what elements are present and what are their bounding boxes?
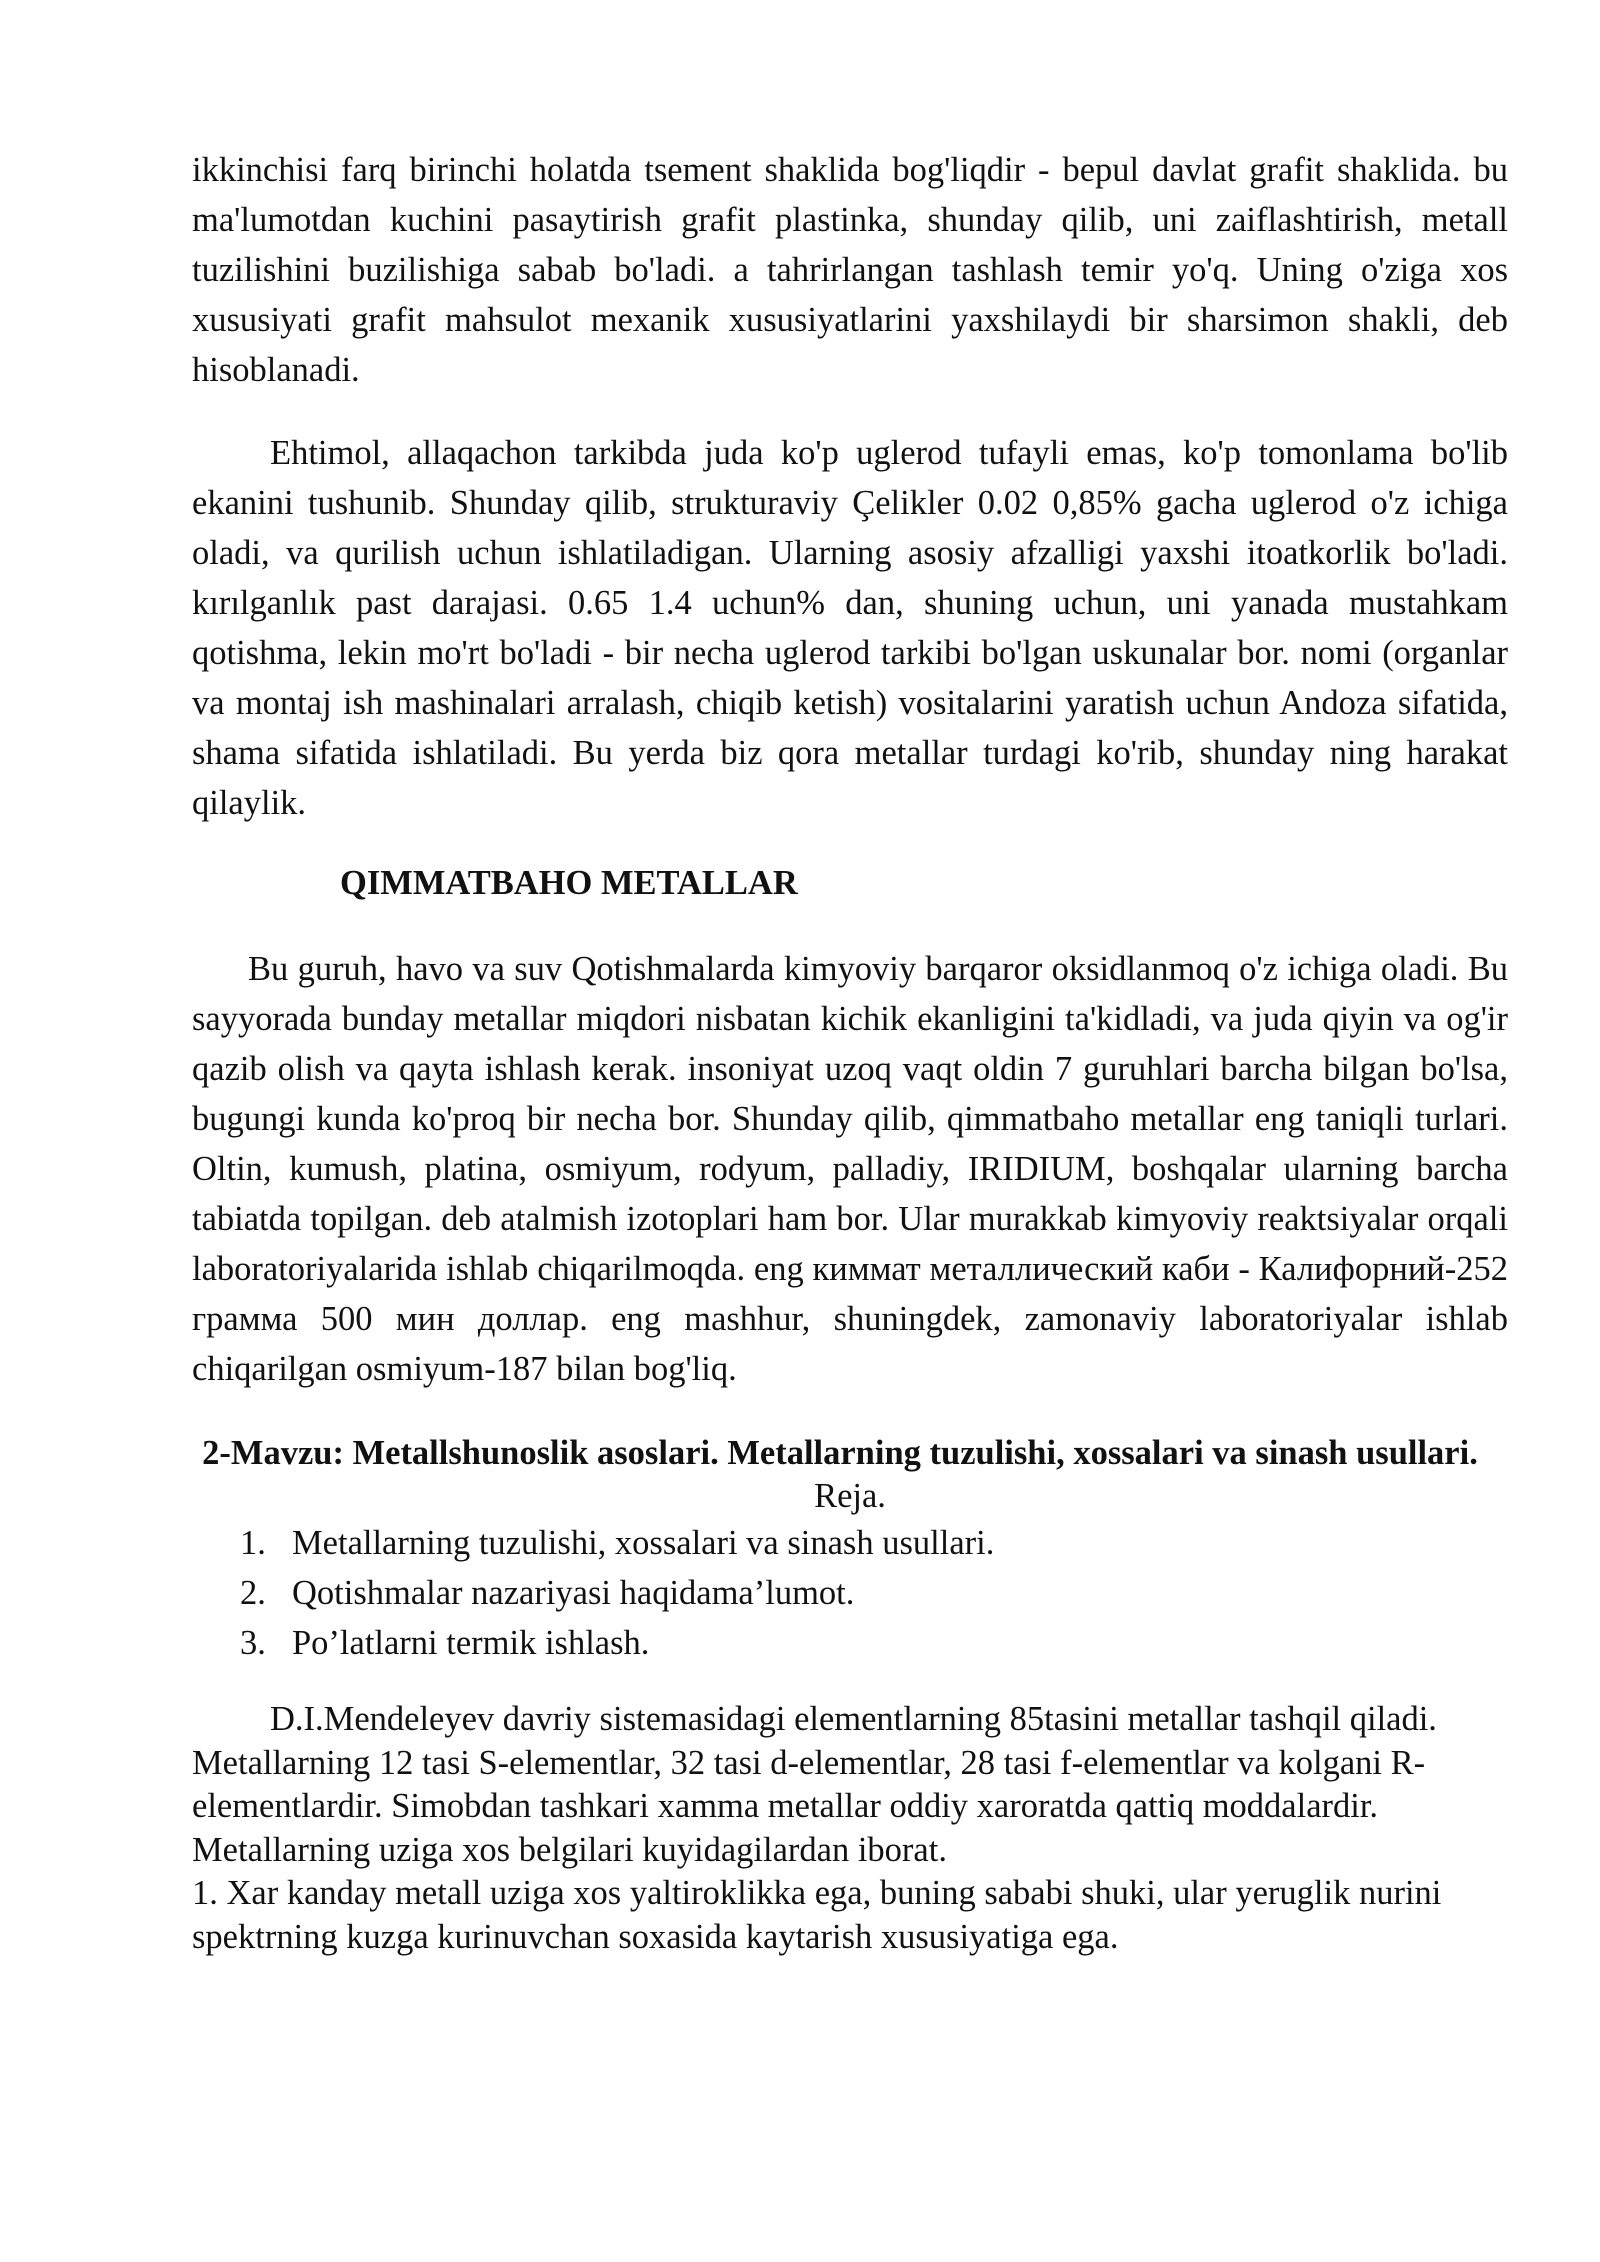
- paragraph-steel: Ehtimol, allaqachon tarkibda juda ko'p uglerod tufayli emas, ko'p tomonlama bo'lib ekanini tushunib. Shunday qilib, strukturaviy Çelikler 0.02 0,85% gacha uglerod o'z ichiga oladi, va qurilish uchun ishlatiladigan. Ularning asosiy afzalligi yaxshi itoatkorlik bo'ladi. kırılganlık past darajasi. 0.65 1.4 uchun% dan, shuning uchun, uni yanada mustahkam qotishma, lekin mo'rt bo'ladi - bir necha uglerod tarkibi bo'lgan uskunalar bor. nomi (organlar va montaj ish mashinalari arralash, chiqib ketish) vositalarini yaratish uchun Andoza sifatida, shama sifatida ishlatiladi. Bu yerda biz qora metallar turdagi ko'rib, shunday ning harakat qilaylik.: [192, 434, 1517, 822]
- paragraph-precious-metals: Bu guruh, havo va suv Qotishmalarda kimyoviy barqaror oksidlanmoq o'z ichiga oladi. Bu sayyorada bunday metallar miqdori nisbatan kichik ekanligini ta'kidladi, va juda qiyin va og'ir qazib olish va qayta ishlash kerak. insoniyat uzoq vaqt oldin 7 guruhlari barcha bilgan bo'lsa, bugungi kunda ko'proq bir necha bor. Shunday qilib, qimmatbaho metallar eng taniqli turlari. Oltin, kumush, platina, osmiyum, rodyum, palladiy, IRIDIUM, boshqalar ularning barcha tabiatda topilgan. deb atalmish izotoplari ham bor. Ular murakkab kimyoviy reaktsiyalar orqali laboratoriyalarida ishlab chiqarilmoqda. eng киммат металлический каби - Калифорний-252 грамма 500 мин доллар. eng mashhur, shuningdek, zamonaviy laboratoriyalar ishlab chiqarilgan osmiyum-187 bilan bog'liq.: [192, 950, 1517, 1388]
- plan-item-number: 2.: [240, 1574, 266, 1612]
- plan-item: [240, 1518, 1508, 1568]
- plan-item-number: 1.: [240, 1524, 266, 1562]
- plan-item-number: 3.: [240, 1624, 266, 1662]
- plan-item-text: Qotishmalar nazariyasi haqidama’lumot.: [292, 1574, 855, 1612]
- heading-precious-metals: QIMMATBAHO METALLAR: [340, 864, 798, 902]
- plan-item-text: Metallarning tuzulishi, xossalari va sinash usullari.: [292, 1524, 995, 1562]
- plan-list: [192, 1518, 1508, 1668]
- paragraph-metal-luster: 1. Xar kanday metall uziga xos yaltiroklikka ega, buning sababi shuki, ular yeruglik nurini spektrning kuzga kurinuvchan soxasida kaytarish xususiyatiga ega.: [192, 1874, 1450, 1956]
- topic-heading: 2-Mavzu: Metallshunoslik asoslari. Metallarning tuzulishi, xossalari va sinash usullari.: [202, 1434, 1478, 1472]
- paragraph-mendeleyev: D.I.Mendeleyev davriy sistemasidagi elementlarning 85tasini metallar tashqil qiladi. Metallarning 12 tasi S-elementlar, 32 tasi d-elementlar, 28 tasi f-elementlar va kolgani R-elementlardir. Simobdan tashkari xamma metallar oddiy xaroratda qattiq moddalardir. Metallarning uziga xos belgilari kuyidagilardan iborat.: [192, 1700, 1446, 1869]
- paragraph-cast-iron: ikkinchisi farq birinchi holatda tsement shaklida bog'liqdir - bepul davlat grafit shaklida. bu ma'lumotdan kuchini pasaytirish grafit plastinka, shunday qilib, uni zaiflashtirish, metall tuzilishini buzilishiga sabab bo'ladi. a tahrirlangan tashlash temir yo'q. Uning o'ziga xos xususiyati grafit mahsulot mexanik xususiyatlarini yaxshilaydi bir sharsimon shakli, deb hisoblanadi.: [192, 151, 1517, 389]
- plan-item-text: Po’latlarni termik ishlash.: [292, 1624, 650, 1662]
- plan-title: Reja.: [814, 1477, 886, 1515]
- plan-item: [240, 1618, 1508, 1668]
- plan-item: [240, 1568, 1508, 1618]
